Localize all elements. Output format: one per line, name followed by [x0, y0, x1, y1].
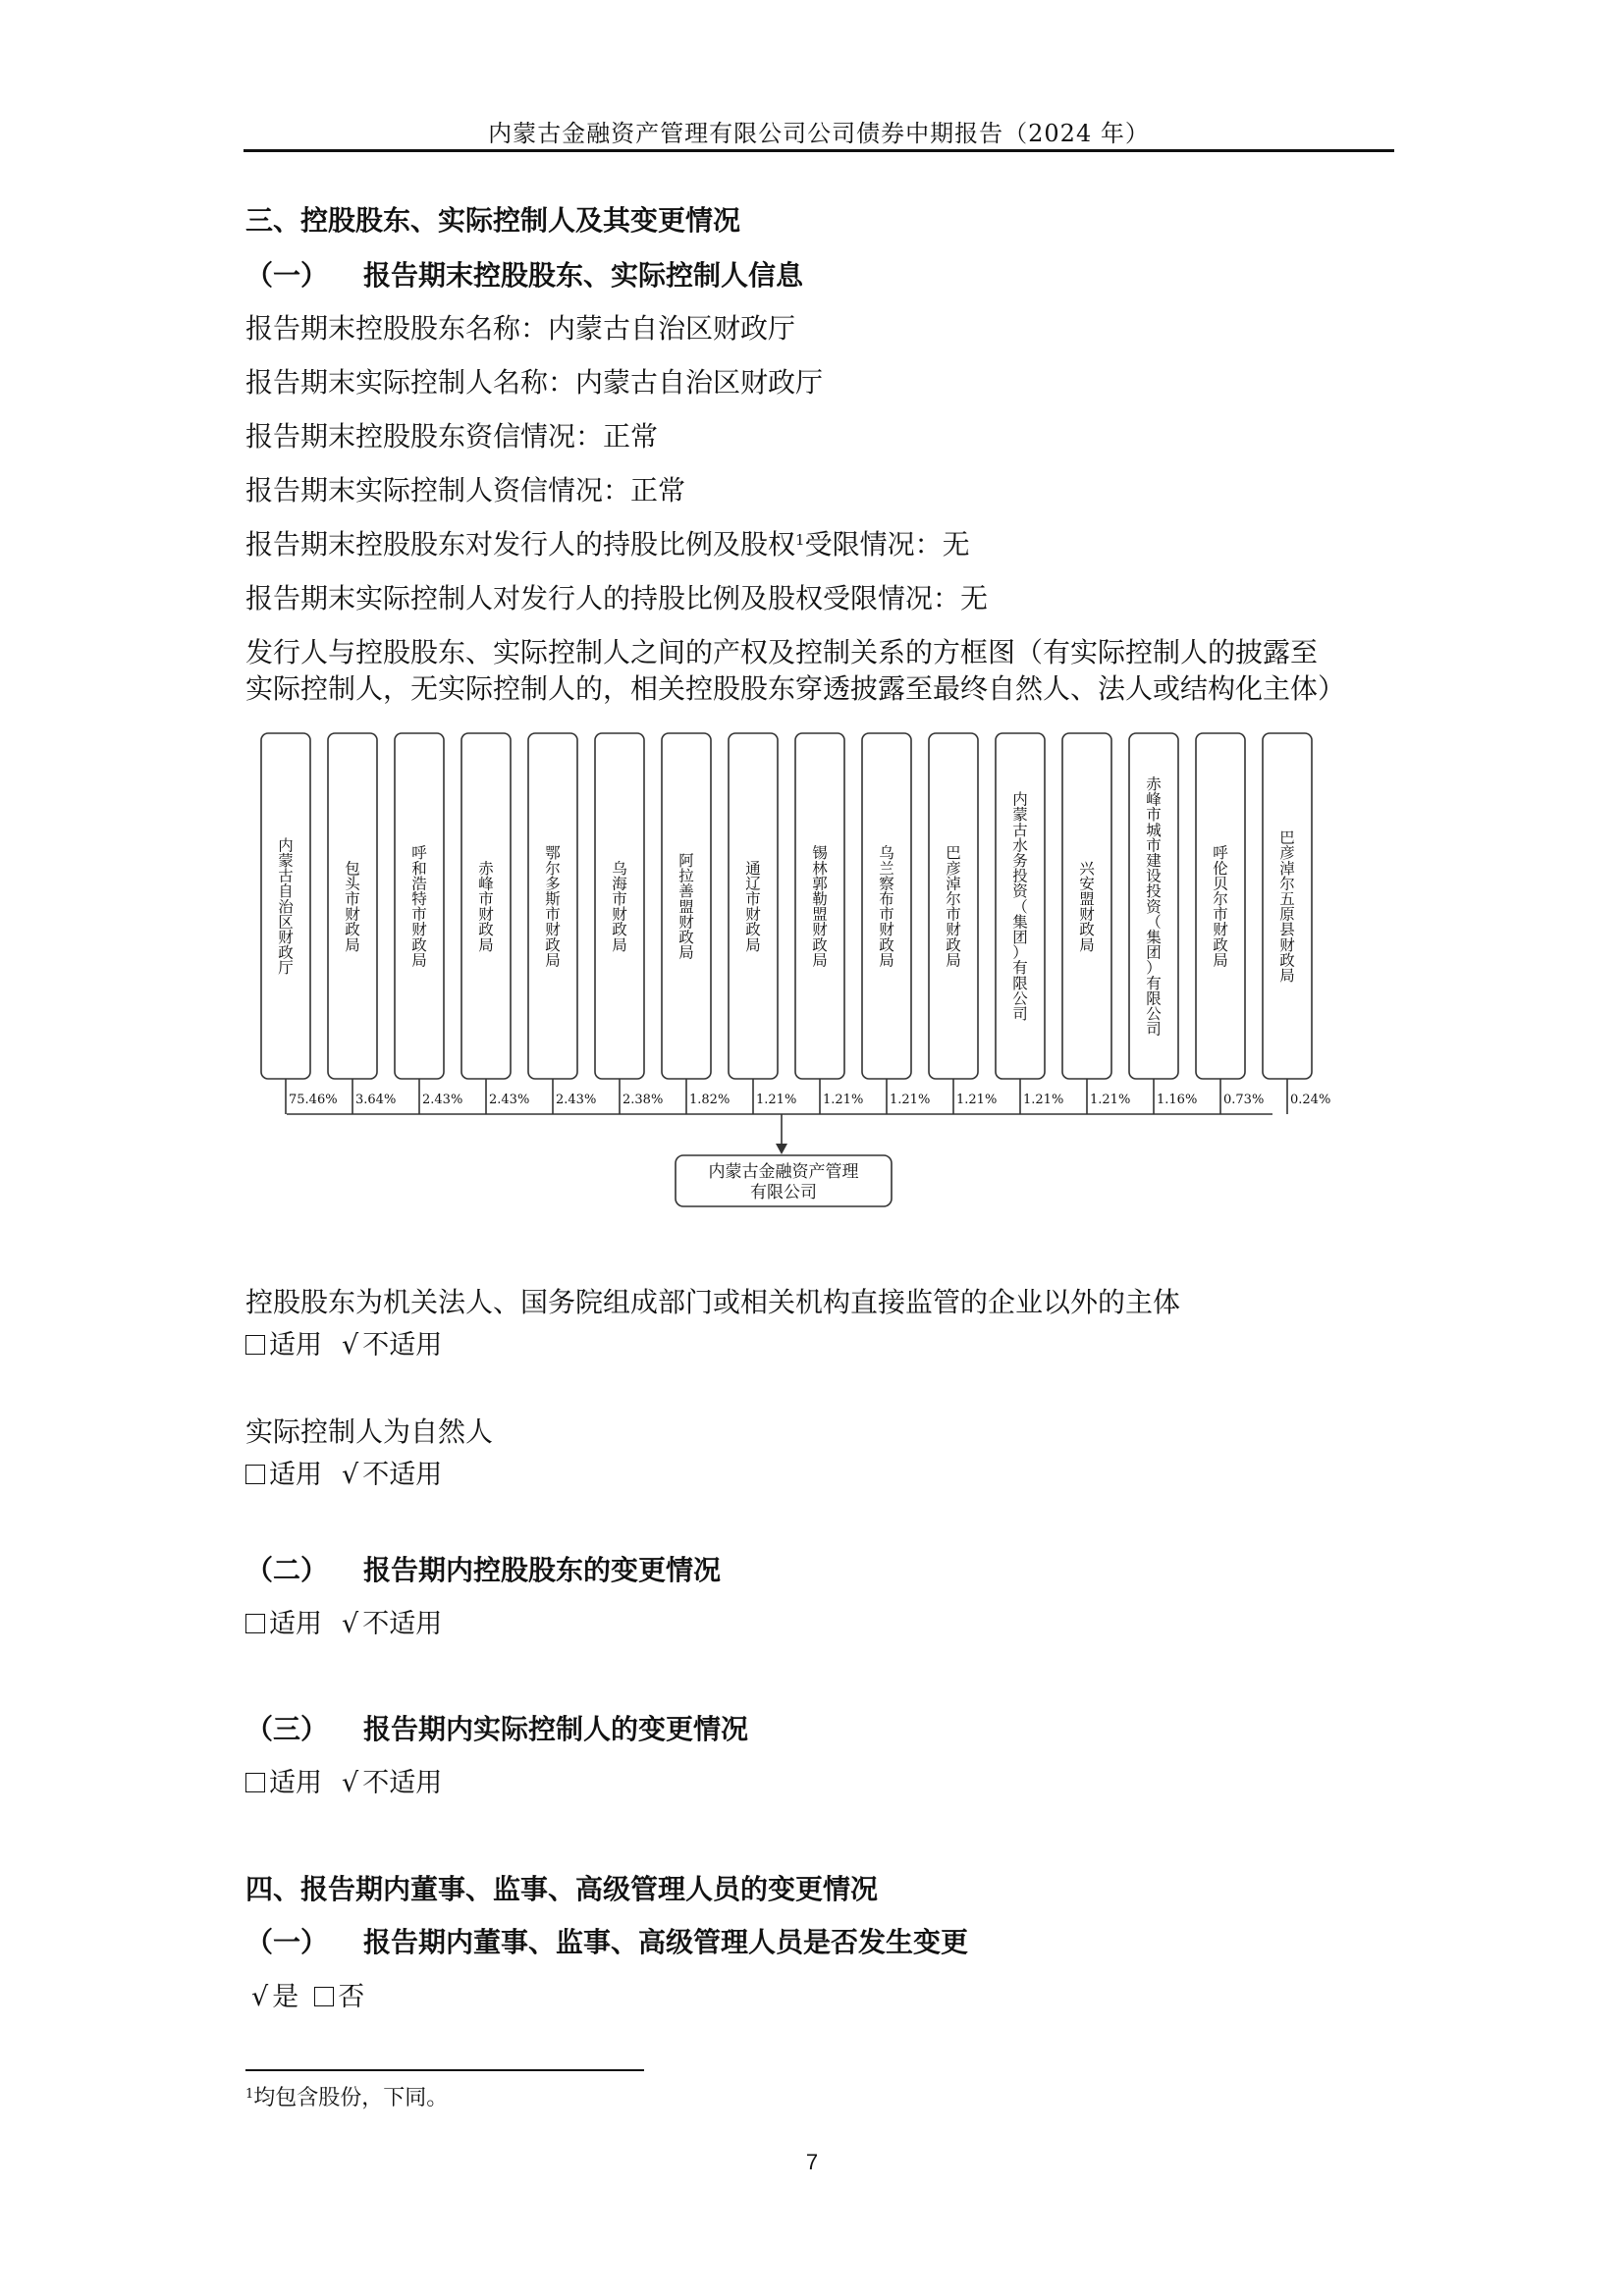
issuer-name-line-1: 内蒙古金融资产管理: [708, 1162, 859, 1182]
sub3-label-applicable: 适用: [269, 1768, 322, 1798]
shareholding-percentage: 3.64%: [355, 1093, 397, 1107]
shareholding-percentage: 2.43%: [422, 1093, 463, 1107]
shareholding-percentage: 0.24%: [1290, 1093, 1331, 1107]
q1-checkbox-applicable: [245, 1335, 265, 1355]
shareholder-name: 巴彦淖尔五原县财政局: [1279, 828, 1295, 985]
section-3-2-title: 报告期内控股股东的变更情况: [363, 1554, 722, 1586]
sub3-label-not-applicable: 不适用: [362, 1768, 443, 1798]
section-3-3-title: 报告期内实际控制人的变更情况: [363, 1713, 749, 1745]
actual-controller-stake-line: 报告期末实际控制人对发行人的持股比例及股权受限情况：无: [245, 582, 989, 614]
shareholder-name: 赤峰市财政局: [478, 859, 494, 954]
section-3-1-number: （一）: [245, 259, 329, 292]
sub2-options: [245, 1602, 442, 1640]
stake-line-post: 受限情况：无: [804, 528, 970, 561]
shareholding-percentage: 0.73%: [1223, 1093, 1265, 1107]
shareholding-percentage: 1.21%: [1090, 1093, 1131, 1107]
shareholding-percentage: 1.21%: [823, 1093, 864, 1107]
section-3-3-number: （三）: [245, 1713, 329, 1745]
footnote: [245, 2081, 448, 2111]
sub2-label-not-applicable: 不适用: [362, 1609, 443, 1639]
section-4-title: 四、报告期内董事、监事、高级管理人员的变更情况: [245, 1873, 879, 1905]
shareholder-name: 巴彦淖尔市财政局: [946, 844, 961, 970]
q1-check-mark: √: [342, 1330, 359, 1361]
controlling-shareholder-name: 报告期末控股股东名称：内蒙古自治区财政厅: [245, 312, 796, 345]
shareholder-name: 赤峰市城市建设投资（集团）有限公司: [1146, 775, 1162, 1039]
shareholding-percentage: 1.21%: [890, 1093, 931, 1107]
q1-label-not-applicable: 不适用: [362, 1330, 443, 1361]
controlling-shareholder-stake-line: [245, 523, 970, 562]
shareholding-percentage: 2.38%: [623, 1093, 664, 1107]
connector-arrow-head: [776, 1144, 787, 1154]
sub3-options: [245, 1761, 442, 1799]
footnote-ref: 1: [795, 531, 805, 549]
q2-label-not-applicable: 不适用: [362, 1460, 443, 1490]
footnote-mark: 1: [245, 2087, 254, 2102]
section-3-3-heading: [245, 1708, 748, 1747]
shareholder-name: 乌兰察布市财政局: [879, 844, 894, 970]
shareholder-name: 呼和浩特市财政局: [411, 844, 427, 970]
q2-text: 实际控制人为自然人: [245, 1415, 494, 1448]
q2-checkbox-applicable: [245, 1465, 265, 1484]
diagram-intro-line-2: 实际控制人，无实际控制人的，相关控股股东穿透披露至最终自然人、法人或结构化主体）: [245, 672, 1346, 705]
section-4-1-options: [251, 1975, 364, 2013]
section-3-1-title: 报告期末控股股东、实际控制人信息: [363, 259, 804, 292]
s4-check-mark: √: [251, 1982, 269, 2012]
q2-label-applicable: 适用: [269, 1460, 322, 1490]
footnote-divider: [245, 2069, 644, 2071]
section-3-1-heading: [245, 254, 803, 294]
actual-controller-name: 报告期末实际控制人名称：内蒙古自治区财政厅: [245, 366, 824, 399]
shareholder-name: 通辽市财政局: [745, 859, 761, 954]
q1-options: [245, 1323, 442, 1362]
page-number: 7: [805, 2150, 819, 2174]
shareholder-name: 锡林郭勒盟财政局: [812, 844, 828, 970]
header-divider: [244, 149, 1394, 152]
section-4-1-title: 报告期内董事、监事、高级管理人员是否发生变更: [363, 1926, 969, 1958]
shareholding-percentage: 1.16%: [1157, 1093, 1198, 1107]
q2-check-mark: √: [342, 1460, 359, 1490]
shareholding-percentage: 2.43%: [556, 1093, 597, 1107]
shareholder-name: 内蒙古自治区财政厅: [278, 836, 294, 978]
q1-label-applicable: 适用: [269, 1330, 322, 1361]
issuer-name-line-2: 有限公司: [750, 1183, 817, 1202]
q1-text: 控股股东为机关法人、国务院组成部门或相关机构直接监管的企业以外的主体: [245, 1286, 1181, 1318]
controlling-shareholder-credit: 报告期末控股股东资信情况：正常: [245, 420, 659, 453]
shareholding-percentage: 1.82%: [689, 1093, 731, 1107]
section-3-title: 三、控股股东、实际控制人及其变更情况: [245, 204, 741, 237]
shareholding-percentage: 1.21%: [756, 1093, 797, 1107]
section-4-1-heading: [245, 1921, 968, 1960]
stake-line-pre: 报告期末控股股东对发行人的持股比例及股权: [245, 528, 796, 561]
s4-checkbox-no: [314, 1987, 334, 2006]
actual-controller-credit: 报告期末实际控制人资信情况：正常: [245, 474, 686, 507]
shareholder-name: 乌海市财政局: [612, 859, 627, 954]
s4-label-yes: 是: [272, 1982, 299, 2012]
shareholding-percentage: 1.21%: [956, 1093, 998, 1107]
shareholder-name: 兴安盟财政局: [1079, 859, 1095, 954]
page-header-title: 内蒙古金融资产管理有限公司公司债券中期报告（2024 年）: [488, 120, 1150, 147]
sub2-check-mark: √: [342, 1609, 359, 1639]
q2-options: [245, 1453, 442, 1491]
shareholder-name: 内蒙古水务投资（集团）有限公司: [1012, 790, 1028, 1023]
diagram-intro-line-1: 发行人与控股股东、实际控制人之间的产权及控制关系的方框图（有实际控制人的披露至: [245, 636, 1319, 668]
shareholder-name: 鄂尔多斯市财政局: [545, 844, 561, 970]
shareholding-percentage: 2.43%: [489, 1093, 530, 1107]
sub2-checkbox-applicable: [245, 1614, 265, 1633]
shareholding-percentage: 1.21%: [1023, 1093, 1064, 1107]
shareholding-percentage: 75.46%: [289, 1093, 338, 1107]
shareholder-name: 呼伦贝尔市财政局: [1213, 844, 1228, 970]
sub2-label-applicable: 适用: [269, 1609, 322, 1639]
sub3-check-mark: √: [342, 1768, 359, 1798]
section-3-2-number: （二）: [245, 1554, 329, 1586]
s4-label-no: 否: [338, 1982, 365, 2012]
section-4-1-number: （一）: [245, 1926, 329, 1958]
footnote-text: 均包含股份，下同。: [253, 2086, 449, 2110]
shareholder-name: 包头市财政局: [345, 859, 360, 954]
shareholder-name: 阿拉善盟财政局: [678, 852, 694, 962]
section-3-2-heading: [245, 1549, 721, 1588]
sub3-checkbox-applicable: [245, 1773, 265, 1792]
ownership-structure-diagram: [245, 721, 1355, 1212]
